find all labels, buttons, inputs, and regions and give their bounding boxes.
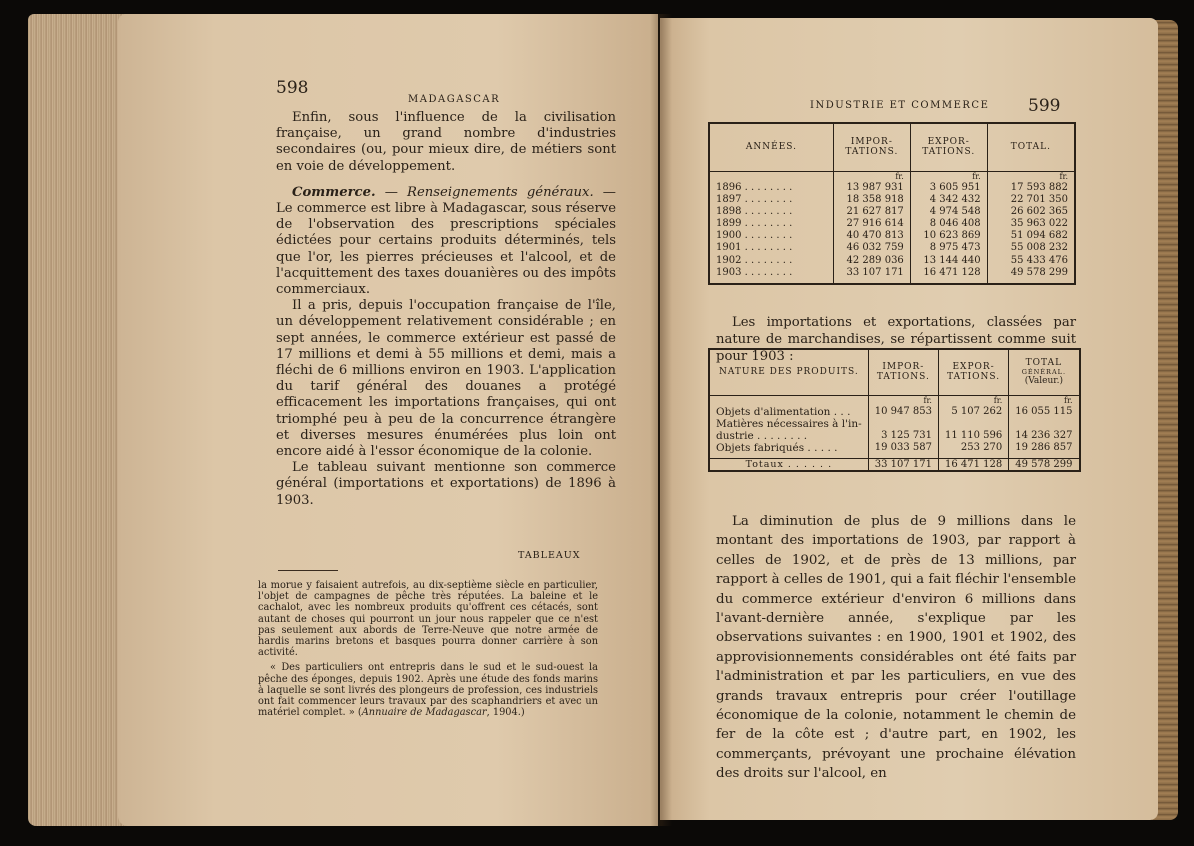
unit-label: fr.: [972, 171, 981, 181]
table-row-year: 1900 . . . . . . . .: [716, 230, 793, 242]
left-body-text: [276, 110, 616, 509]
table-row-year: 1896 . . . . . . . .: [716, 181, 793, 193]
paragraph-commerce-text: — Le commerce est libre à Madagascar, sous réserve de l'observation des prescriptions spéciales édictées pour certains produits déterminés, tels que l'or, les pierres précieuses et l'alcool, et de l'acquittement des taxes douanières ou des impôts commerciaux.: [276, 184, 616, 298]
paragraph-classement: Les importations et exportations, classées par nature de marchandises, se répartissent comme suit pour 1903 :: [716, 315, 1076, 364]
paragraph-commerce: [276, 185, 616, 298]
cell-total-general: 49 578 299: [1009, 459, 1080, 472]
cell-importations: 33 107 171: [846, 266, 904, 278]
cell-total: 26 602 365: [1010, 205, 1068, 217]
unit-label: fr.: [1059, 171, 1068, 181]
heading-commerce: Commerce.: [292, 184, 376, 200]
running-head-left: MADAGASCAR: [408, 94, 501, 105]
cell-exportations: 16 471 128: [923, 266, 981, 278]
page-number-left: 598: [276, 78, 309, 98]
row-label-alimentation: Objets d'alimentation . . .: [716, 405, 851, 418]
cell-importations: 21 627 817: [846, 205, 904, 217]
table-row-year: 1898 . . . . . . . .: [716, 205, 793, 217]
cell-total: 55 433 476: [1010, 254, 1068, 266]
col-header-exportations: EXPOR- TATIONS.: [910, 123, 987, 171]
cell-importations: 13 987 931: [846, 181, 904, 193]
cell-exportations: 3 605 951: [929, 181, 981, 193]
table-row-year: 1903 . . . . . . . .: [716, 266, 793, 278]
header-total: TOTAL: [1025, 358, 1063, 369]
total-column: [987, 171, 1075, 284]
empty-cell: [945, 418, 1002, 430]
total-column: [1009, 395, 1080, 459]
years-column: [709, 171, 833, 284]
cell-exportations: 4 342 432: [929, 193, 981, 205]
running-head-right: INDUSTRIE ET COMMERCE: [810, 100, 990, 111]
table-row-totaux: [709, 459, 1080, 472]
col-header-annees: ANNÉES.: [709, 123, 833, 171]
page-number-right: 599: [1028, 96, 1061, 116]
table-row-year: 1901 . . . . . . . .: [716, 242, 793, 254]
cell-total: 16 055 115: [1015, 405, 1073, 417]
heading-renseignements: Renseignements généraux.: [407, 184, 594, 200]
cell-exportations: 8 975 473: [929, 242, 981, 254]
cell-exportations: 11 110 596: [944, 429, 1003, 441]
footnote-eponges: [258, 662, 598, 718]
cell-total-importations: 33 107 171: [868, 459, 938, 472]
cell-importations: 3 125 731: [881, 429, 932, 441]
cell-importations: 10 947 853: [874, 405, 932, 417]
col-header-exportations: EXPOR- TATIONS.: [938, 349, 1008, 395]
paragraph-developpement: Il a pris, depuis l'occupation française de l'île, un développement relativement considérable ; en sept années, le commerce extérieur est passé de 17 millions et demi à 55 millions et demi, mais a fléchi de 6 millions environ en 1903. L'application du tarif général des douanes a protégé efficacement les importations françaises, qui ont triomphé peu à peu de la concurrence étrangère et diverses mesures énumérées plus loin ont encore aidé à l'essor économique de la colonie.: [276, 298, 616, 460]
table-nature-produits-1903: [708, 348, 1081, 472]
table-row-year: 1902 . . . . . . . .: [716, 254, 793, 266]
nature-column: [709, 395, 868, 459]
cell-importations: 42 289 036: [846, 254, 904, 266]
row-label-totaux: Totaux . . . . . .: [709, 459, 868, 472]
importations-column: [833, 171, 910, 284]
footnote-eponges-text: « Des particuliers ont entrepris dans le sud et le sud-ouest la pêche des éponges, depuis 1902. Après une étude des fonds marins à laquelle se sont livrés des plongeurs de profession, ces industriels ont fait commencer leurs travaux par des scaphandriers et avec un matériel complet. » (: [258, 662, 598, 719]
table-commerce-1896-1903: [708, 122, 1076, 285]
paragraph-industries: Enfin, sous l'influence de la civilisation française, un grand nombre d'industries secondaires (ou, pour mieux dire, de métiers sont en voie de développement.: [276, 110, 616, 174]
unit-label: fr.: [923, 395, 932, 405]
cell-exportations: 5 107 262: [951, 405, 1003, 417]
cell-total: 55 008 232: [1010, 242, 1068, 254]
empty-cell: [875, 418, 932, 430]
cell-total: 51 094 682: [1010, 230, 1068, 242]
footnote-citation: Annuaire de Madagascar: [361, 707, 487, 719]
exportations-column: [938, 395, 1008, 459]
cell-importations: 40 470 813: [846, 230, 904, 242]
col-header-importations: IMPOR- TATIONS.: [868, 349, 938, 395]
row-label-fabriques: Objets fabriqués . . . . .: [716, 442, 838, 455]
cell-importations: 18 358 918: [846, 193, 904, 205]
cell-total: 19 286 857: [1015, 442, 1073, 454]
catchword: TABLEAUX: [518, 550, 581, 561]
footnote-morue: la morue y faisaient autrefois, au dix-septième siècle en particulier, l'objet de campagnes de pêche très réputées. La baleine et le cachalot, avec les nombreux produits qu'offrent ces cétacés, sont autant de choses qui pourront un jour nous rappeler que ce n'est pas seulement aux abords de Terre-Neuve que notre armée de hardis marins bretons et basques pourra donner carrière à son activité.: [258, 580, 598, 659]
footnote-citation-end: , 1904.): [486, 707, 525, 719]
row-label-matieres: Matières nécessaires à l'in-: [716, 417, 862, 430]
unit-label: fr.: [993, 395, 1003, 405]
cell-total: 14 236 327: [1015, 429, 1073, 441]
footnotes: [258, 580, 598, 722]
col-header-total-general: [1009, 349, 1080, 395]
cell-exportations: 253 270: [960, 442, 1003, 454]
footnote-rule: [278, 570, 338, 571]
cell-importations: 19 033 587: [874, 442, 932, 454]
cell-total: 35 963 022: [1010, 218, 1068, 230]
cell-exportations: 4 974 548: [929, 205, 981, 217]
left-page: [118, 14, 658, 826]
cell-exportations: 8 046 408: [929, 218, 981, 230]
exportations-column: [910, 171, 987, 284]
paragraph-tableau: Le tableau suivant mentionne son commerce général (importations et exportations) de 1896 à 1903.: [276, 460, 616, 508]
cell-exportations: 10 623 869: [923, 230, 981, 242]
col-header-total: TOTAL.: [987, 123, 1075, 171]
cell-total: 49 578 299: [1010, 266, 1068, 278]
unit-label: fr.: [895, 171, 904, 181]
header-general: GÉNÉRAL.: [1021, 368, 1067, 377]
cell-total: 17 593 882: [1010, 181, 1068, 193]
cell-total-exportations: 16 471 128: [938, 459, 1008, 472]
paragraph-diminution: La diminution de plus de 9 millions dans le montant des importations de 1903, par rapport à celles de 1902, et de près de 13 millions, par rapport à celles de 1901, qui a fait fléchir l'ensemble du commerce extérieur d'environ 6 millions dans l'avant-dernière année, s'explique par les observations suivantes : en 1900, 1901 et 1902, des approvisionnements considérables ont été faits par l'administration et par les particuliers, en vue des grands travaux entrepris pour créer l'outillage économique de la colonie, notamment le chemin de fer de la côte est ; d'autre part, en 1902, les commerçants, prévoyant une prochaine élévation des droits sur l'alcool, en: [716, 514, 1076, 782]
table-row-year: 1899 . . . . . . . .: [716, 218, 793, 230]
cell-importations: 27 916 614: [846, 218, 904, 230]
right-page: [660, 18, 1158, 820]
heading-dash: —: [375, 184, 408, 200]
right-body-text: [716, 512, 1076, 784]
importations-column: [868, 395, 938, 459]
col-header-importations: IMPOR- TATIONS.: [833, 123, 910, 171]
cell-total: 22 701 350: [1010, 193, 1068, 205]
cell-exportations: 13 144 440: [923, 254, 981, 266]
col-header-nature: NATURE DES PRODUITS.: [709, 349, 868, 395]
header-valeur: (Valeur.): [1024, 376, 1063, 387]
row-label-industrie: dustrie . . . . . . . .: [716, 429, 808, 442]
book-gutter: [650, 14, 672, 826]
unit-label: fr.: [1064, 395, 1073, 405]
cell-importations: 46 032 759: [846, 242, 904, 254]
empty-cell: [1015, 418, 1072, 430]
table-row-year: 1897 . . . . . . . .: [716, 193, 793, 205]
